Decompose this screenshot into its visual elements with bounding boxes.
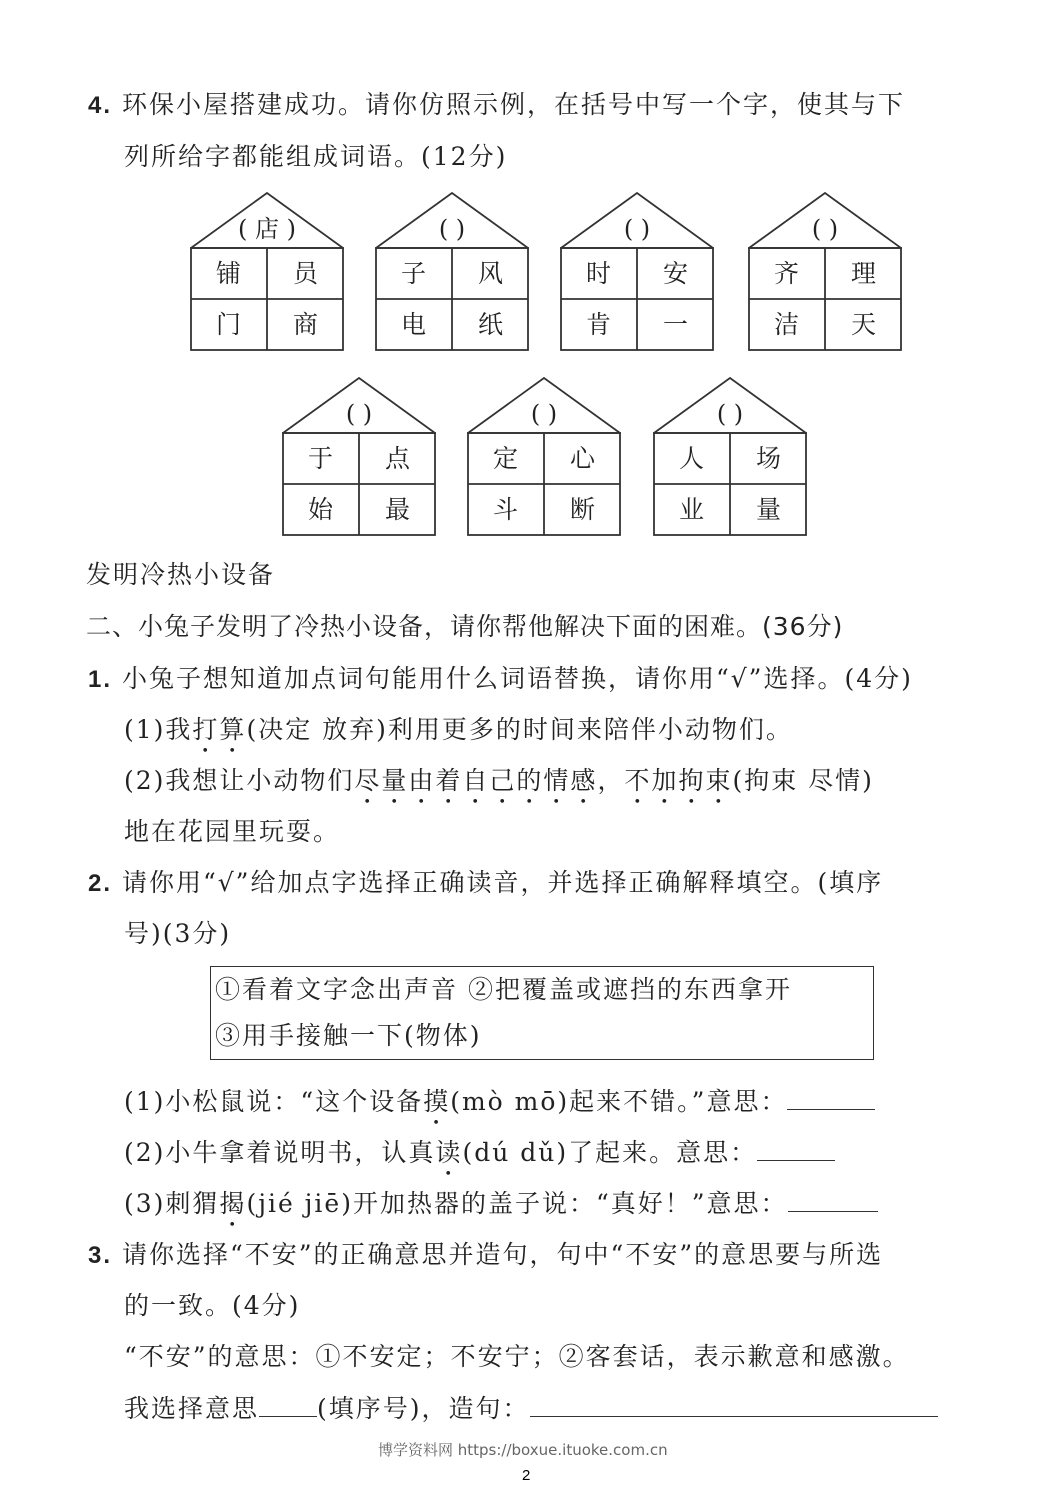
house-char: 门 [215,310,241,339]
definition-line: ③用手接触一下(物体) [215,1021,482,1050]
roof-answer[interactable]: ( ) [530,400,558,428]
q2-text: 请你用“√”给加点字选择正确读音，并选择正确解释填空。(填序 [121,868,884,897]
roof-answer[interactable]: ( ) [716,400,744,428]
house [748,192,902,350]
house [653,377,807,535]
house-char: 商 [292,310,318,339]
text: (3)刺猬 [124,1189,220,1218]
house-char: 风 [477,259,503,288]
q1-line [88,662,913,697]
q4-text: 环保小屋搭建成功。请你仿照示例，在括号中写一个字，使其与下 [121,90,905,119]
house-char: 定 [492,444,518,473]
roof-answer[interactable]: ( ) [623,215,651,243]
house [467,377,621,535]
q1-s2 [124,764,874,810]
roof-answer[interactable]: ( ) [811,215,839,243]
question-number: 3. [88,1242,113,1269]
dotted-word: 尽量由着自己的情感 [354,766,598,795]
text: (mò mō)起来不错。”意思： [450,1087,788,1116]
q3-line1 [88,1238,883,1273]
dotted-char: 揭 [219,1189,247,1218]
q3-line3: “不安”的意思：①不安定；不安宁；②客套话，表示歉意和感激。 [124,1342,910,1371]
page-number: 2 [522,1467,531,1484]
q4-line1 [88,88,905,123]
definition-line: ①看着文字念出声音 ②把覆盖或遮挡的东西拿开 [215,975,792,1004]
house-char: 于 [307,444,333,473]
text: (拘束 尽情) [732,766,874,795]
roof-answer[interactable]: ( ) [345,400,373,428]
q4-line2: 列所给字都能组成词语。(12分) [124,142,508,171]
house-char: 量 [755,495,781,524]
text: (dú dǔ)了起来。意思： [462,1138,758,1167]
q1-s2-cont: 地在花园里玩耍。 [124,817,341,846]
text: (jié jiē)开加热器的盖子说：“真好！”意思： [246,1189,788,1218]
house-char: 断 [569,495,595,524]
q1-s1 [124,713,793,759]
house-char: 时 [585,259,611,288]
house-char: 纸 [477,310,503,339]
house-char: 斗 [492,495,518,524]
house-char: 点 [384,444,410,473]
roof-answer[interactable]: ( ) [438,215,466,243]
house-char: 齐 [773,259,799,288]
answer-blank[interactable] [787,1108,875,1110]
house-char: 安 [662,259,688,288]
q2-line2: 号)(3分) [124,919,232,948]
dotted-word: 不加拘束 [624,766,733,795]
q2-item [124,1136,835,1182]
text: (决定 放弃)利用更多的时间来陪伴小动物们。 [246,715,793,744]
house [375,192,529,350]
house-char: 洁 [773,310,799,339]
house-char: 肯 [585,310,611,339]
question-number: 1. [88,666,113,693]
dotted-char: 读 [435,1138,463,1167]
question-number: 2. [88,870,113,897]
text: ， [597,766,625,795]
dotted-char: 摸 [423,1087,451,1116]
house-char: 员 [292,259,318,288]
text: (1)我 [124,715,193,744]
house-char: 人 [678,444,704,473]
house-char: 最 [384,495,410,524]
house-char: 子 [400,259,426,288]
house-char: 理 [850,259,876,288]
house-char: 一 [662,310,688,339]
house-char: 电 [400,310,426,339]
section-title: 发明冷热小设备 [86,560,276,589]
house-char: 业 [678,495,704,524]
answer-blank[interactable] [259,1415,317,1417]
q2-item [124,1187,878,1233]
q2-line1 [88,866,883,901]
q1-text: 小兔子想知道加点词句能用什么词语替换，请你用“√”选择。(4分) [121,664,913,693]
text: (填序号)，造句： [317,1394,530,1423]
house [190,192,344,350]
text: 我选择意思 [124,1394,260,1423]
q3-line4 [124,1392,938,1426]
q3-line2: 的一致。(4分) [124,1291,301,1320]
answer-blank[interactable] [788,1210,878,1212]
house-char: 场 [755,444,781,473]
sentence-blank[interactable] [530,1415,938,1417]
dotted-word: 打算 [192,715,247,744]
house [282,377,436,535]
house [560,192,714,350]
question-number: 4. [88,92,113,119]
house-char: 铺 [215,259,241,288]
house-char: 天 [850,310,876,339]
text: (1)小松鼠说：“这个设备 [124,1087,424,1116]
definition-box [210,966,874,1060]
part2-heading: 二、小兔子发明了冷热小设备，请你帮他解决下面的困难。(36分) [86,612,844,641]
text: (2)我想让小动物们 [124,766,355,795]
house-char: 始 [307,495,333,524]
q3-text: 请你选择“不安”的正确意思并造句，句中“不安”的意思要与所选 [121,1240,884,1269]
answer-blank[interactable] [757,1159,835,1161]
house-char: 心 [569,444,595,473]
q2-item [124,1085,875,1131]
text: (2)小牛拿着说明书，认真 [124,1138,436,1167]
roof-answer[interactable]: ( 店 ) [238,215,296,243]
watermark: 博学资料网 https://boxue.ituoke.com.cn [378,1441,668,1459]
